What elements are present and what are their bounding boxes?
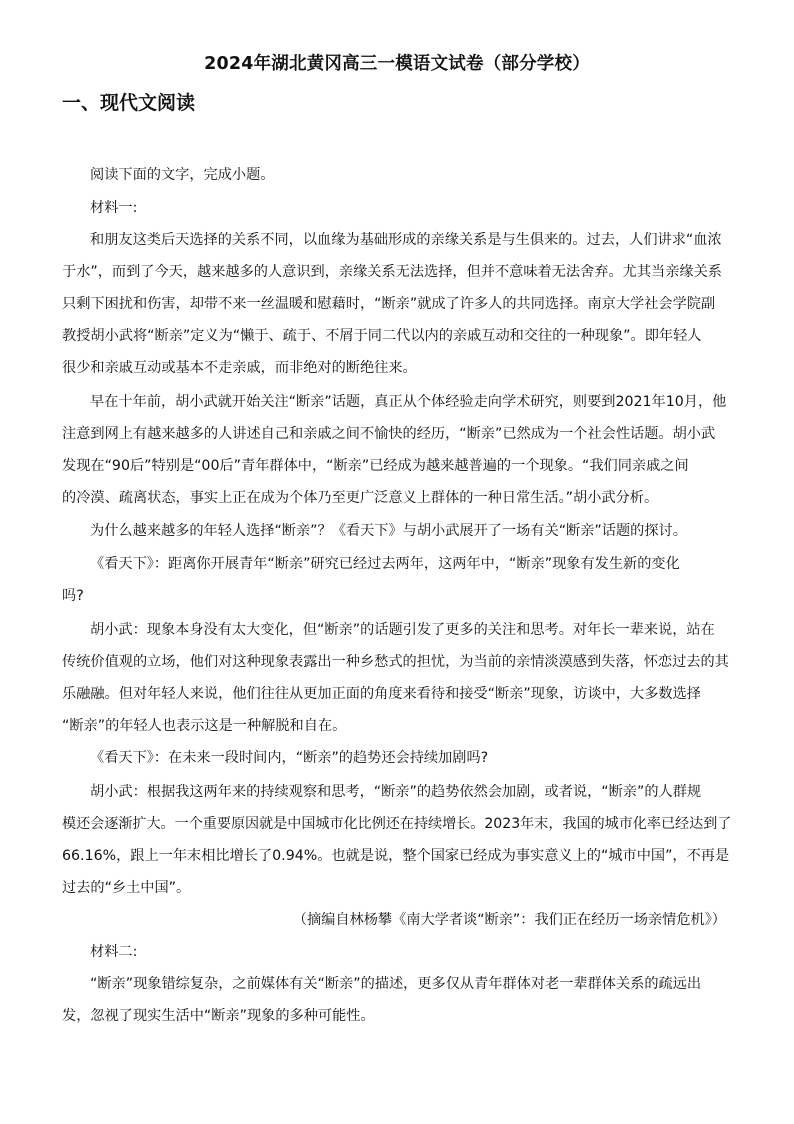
exam-title: 2024年湖北黄冈高三一模语文试卷（部分学校） (204, 54, 590, 74)
material-two-label: 材料二: (90, 944, 138, 960)
paragraph-line: 发现在“90后”特别是“00后”青年群体中，“断亲”已经成为越来越普遍的一个现象。“我们同亲戚之间 (62, 458, 689, 474)
interview-answer: 乐融融。但对年轻人来说，他们往往从更加正面的角度来看待和接受“断亲”现象，访谈中，大多数选择 (62, 686, 701, 702)
interview-question: 吗? (62, 588, 84, 604)
interview-answer: 胡小武：根据我这两年来的持续观察和思考，“断亲”的趋势依然会加剧，或者说，“断亲”的人群规 (90, 784, 702, 800)
interview-answer: 模还会逐渐扩大。一个重要原因就是中国城市化比例还在持续增长。2023年末，我国的城市化率已经达到了 (62, 816, 732, 832)
paragraph-line: “断亲”现象错综复杂，之前媒体有关“断亲”的描述，更多仅从青年群体对老一辈群体关系的疏远出 (90, 976, 702, 992)
paragraph-line: 于水”，而到了今天，越来越多的人意识到，亲缘关系无法选择，但并不意味着无法舍弃。尤其当亲缘关系 (62, 264, 722, 280)
reading-instruction: 阅读下面的文字，完成小题。 (90, 167, 275, 183)
paragraph-line: 早在十年前，胡小武就开始关注“断亲”话题，真正从个体经验走向学术研究，则要到2021年10月，他 (90, 394, 727, 410)
interview-question: 《看天下》：在未来一段时间内，“断亲”的趋势还会持续加剧吗? (90, 750, 489, 766)
paragraph-line: 教授胡小武将“断亲”定义为“懒于、疏于、不屑于同二代以内的亲戚互动和交往的一种现象”。即年轻人 (62, 328, 702, 344)
paragraph-line: 注意到网上有越来越多的人讲述自己和亲戚之间不愉快的经历，“断亲”已然成为一个社会性话题。胡小武 (62, 426, 716, 442)
paragraph-line: 为什么越来越多的年轻人选择“断亲”？《看天下》与胡小武展开了一场有关“断亲”话题的探讨。 (90, 523, 687, 539)
section-heading: 一、现代文阅读 (62, 92, 196, 114)
source-citation: （摘编自林杨攀《南大学者谈“断亲”：我们正在经历一场亲情危机》） (292, 912, 726, 928)
paragraph-line: 只剩下困扰和伤害，却带不来一丝温暖和慰藉时，“断亲”就成了许多人的共同选择。南京大学社会学院副 (62, 296, 716, 312)
interview-question: 《看天下》：距离你开展青年“断亲”研究已经过去两年，这两年中，“断亲”现象有发生新的变化 (90, 556, 680, 572)
interview-answer: 胡小武：现象本身没有太大变化，但“断亲”的话题引发了更多的关注和思考。对年长一辈来说，站在 (90, 622, 715, 638)
paragraph-line: 和朋友这类后天选择的关系不同，以血缘为基础形成的亲缘关系是与生俱来的。过去，人们讲求“血浓 (90, 232, 722, 248)
paragraph-line: 很少和亲戚互动或基本不走亲戚，而非绝对的断绝往来。 (62, 360, 417, 376)
paragraph-line: 发，忽视了现实生活中“断亲”现象的多种可能性。 (62, 1008, 375, 1024)
material-one-label: 材料一: (90, 200, 138, 216)
interview-answer: 过去的“乡土中国”。 (62, 880, 191, 896)
interview-answer: 传统价值观的立场，他们对这种现象表露出一种乡愁式的担忧，为当前的亲情淡漠感到失落，怀恋过去的其 (62, 654, 729, 670)
interview-answer: 66.16%，跟上一年末相比增长了0.94%。也就是说，整个国家已经成为事实意义上的“城市中国”，不再是 (62, 848, 730, 864)
interview-answer: “断亲”的年轻人也表示这是一种解脱和自在。 (62, 718, 347, 734)
paragraph-line: 的冷漠、疏离状态，事实上正在成为个体乃至更广泛意义上群体的一种日常生活。”胡小武分析。 (62, 490, 659, 506)
